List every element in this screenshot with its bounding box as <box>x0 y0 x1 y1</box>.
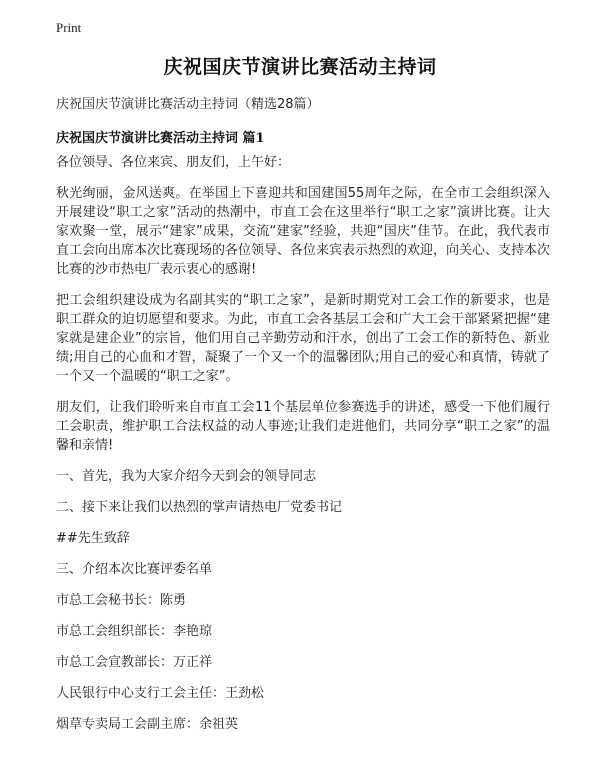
document-subtitle: 庆祝国庆节演讲比赛活动主持词（精选28篇） <box>56 97 320 112</box>
body-paragraph: 把工会组织建设成为名副其实的“职工之家”，是新时期党对工会工作的新要求，也是职工群众的迫切愿望和要求。为此，市直工会各基层工会和广大工会干部紧紧把握“建家就是建企业”的宗旨，他们用自己辛勤劳动和汗水，创出了工会工作的新特色、新业绩;用自己的心血和才智，凝聚了一个又一个的温馨团队;用自己的爱心和真情，铸就了一个又一个温暖的“职工之家”。 <box>56 293 550 384</box>
body-paragraph: 秋光绚丽，金风送爽。在举国上下喜迎共和国建国55周年之际，在全市工会组织深入开展建设“职工之家”活动的热潮中，市直工会在这里举行“职工之家”演讲比赛。让大家欢聚一堂，展示“建家”成果，交流“建家”经验，共迎“国庆”佳节。在此，我代表市直工会向出席本次比赛现场的各位领导、各位来宾表示热烈的欢迎，向关心、支持本次比赛的沙市热电厂表示衷心的感谢! <box>56 186 551 277</box>
agenda-item: ##先生致辞 <box>56 531 130 546</box>
agenda-item: 三、介绍本次比赛评委名单 <box>56 562 213 577</box>
agenda-item: 一、首先，我为大家介绍今天到会的领导同志 <box>56 469 317 484</box>
judge-entry: 烟草专卖局工会副主席：余祖英 <box>56 717 239 732</box>
article-body <box>56 153 550 746</box>
print-link[interactable]: Print <box>56 20 82 35</box>
section-heading: 庆祝国庆节演讲比赛活动主持词 篇1 <box>56 131 265 146</box>
greeting-paragraph: 各位领导、各位来宾、朋友们，上午好： <box>56 155 291 170</box>
judge-entry: 市总工会秘书长：陈勇 <box>56 593 187 608</box>
judge-entry: 市总工会组织部长：李艳琼 <box>56 624 213 639</box>
judge-entry: 市总工会宣教部长：万正祥 <box>56 655 213 670</box>
judge-entry: 人民银行中心支行工会主任：王劲松 <box>56 686 265 701</box>
page-title: 庆祝国庆节演讲比赛活动主持词 <box>163 56 437 78</box>
agenda-item: 二、接下来让我们以热烈的掌声请热电厂党委书记 <box>56 500 343 515</box>
body-paragraph: 朋友们，让我们聆听来自市直工会11个基层单位参赛选手的讲述，感受一下他们履行工会职责，维护职工合法权益的动人事迹;让我们走进他们，共同分享“职工之家”的温馨和亲情! <box>56 400 550 453</box>
